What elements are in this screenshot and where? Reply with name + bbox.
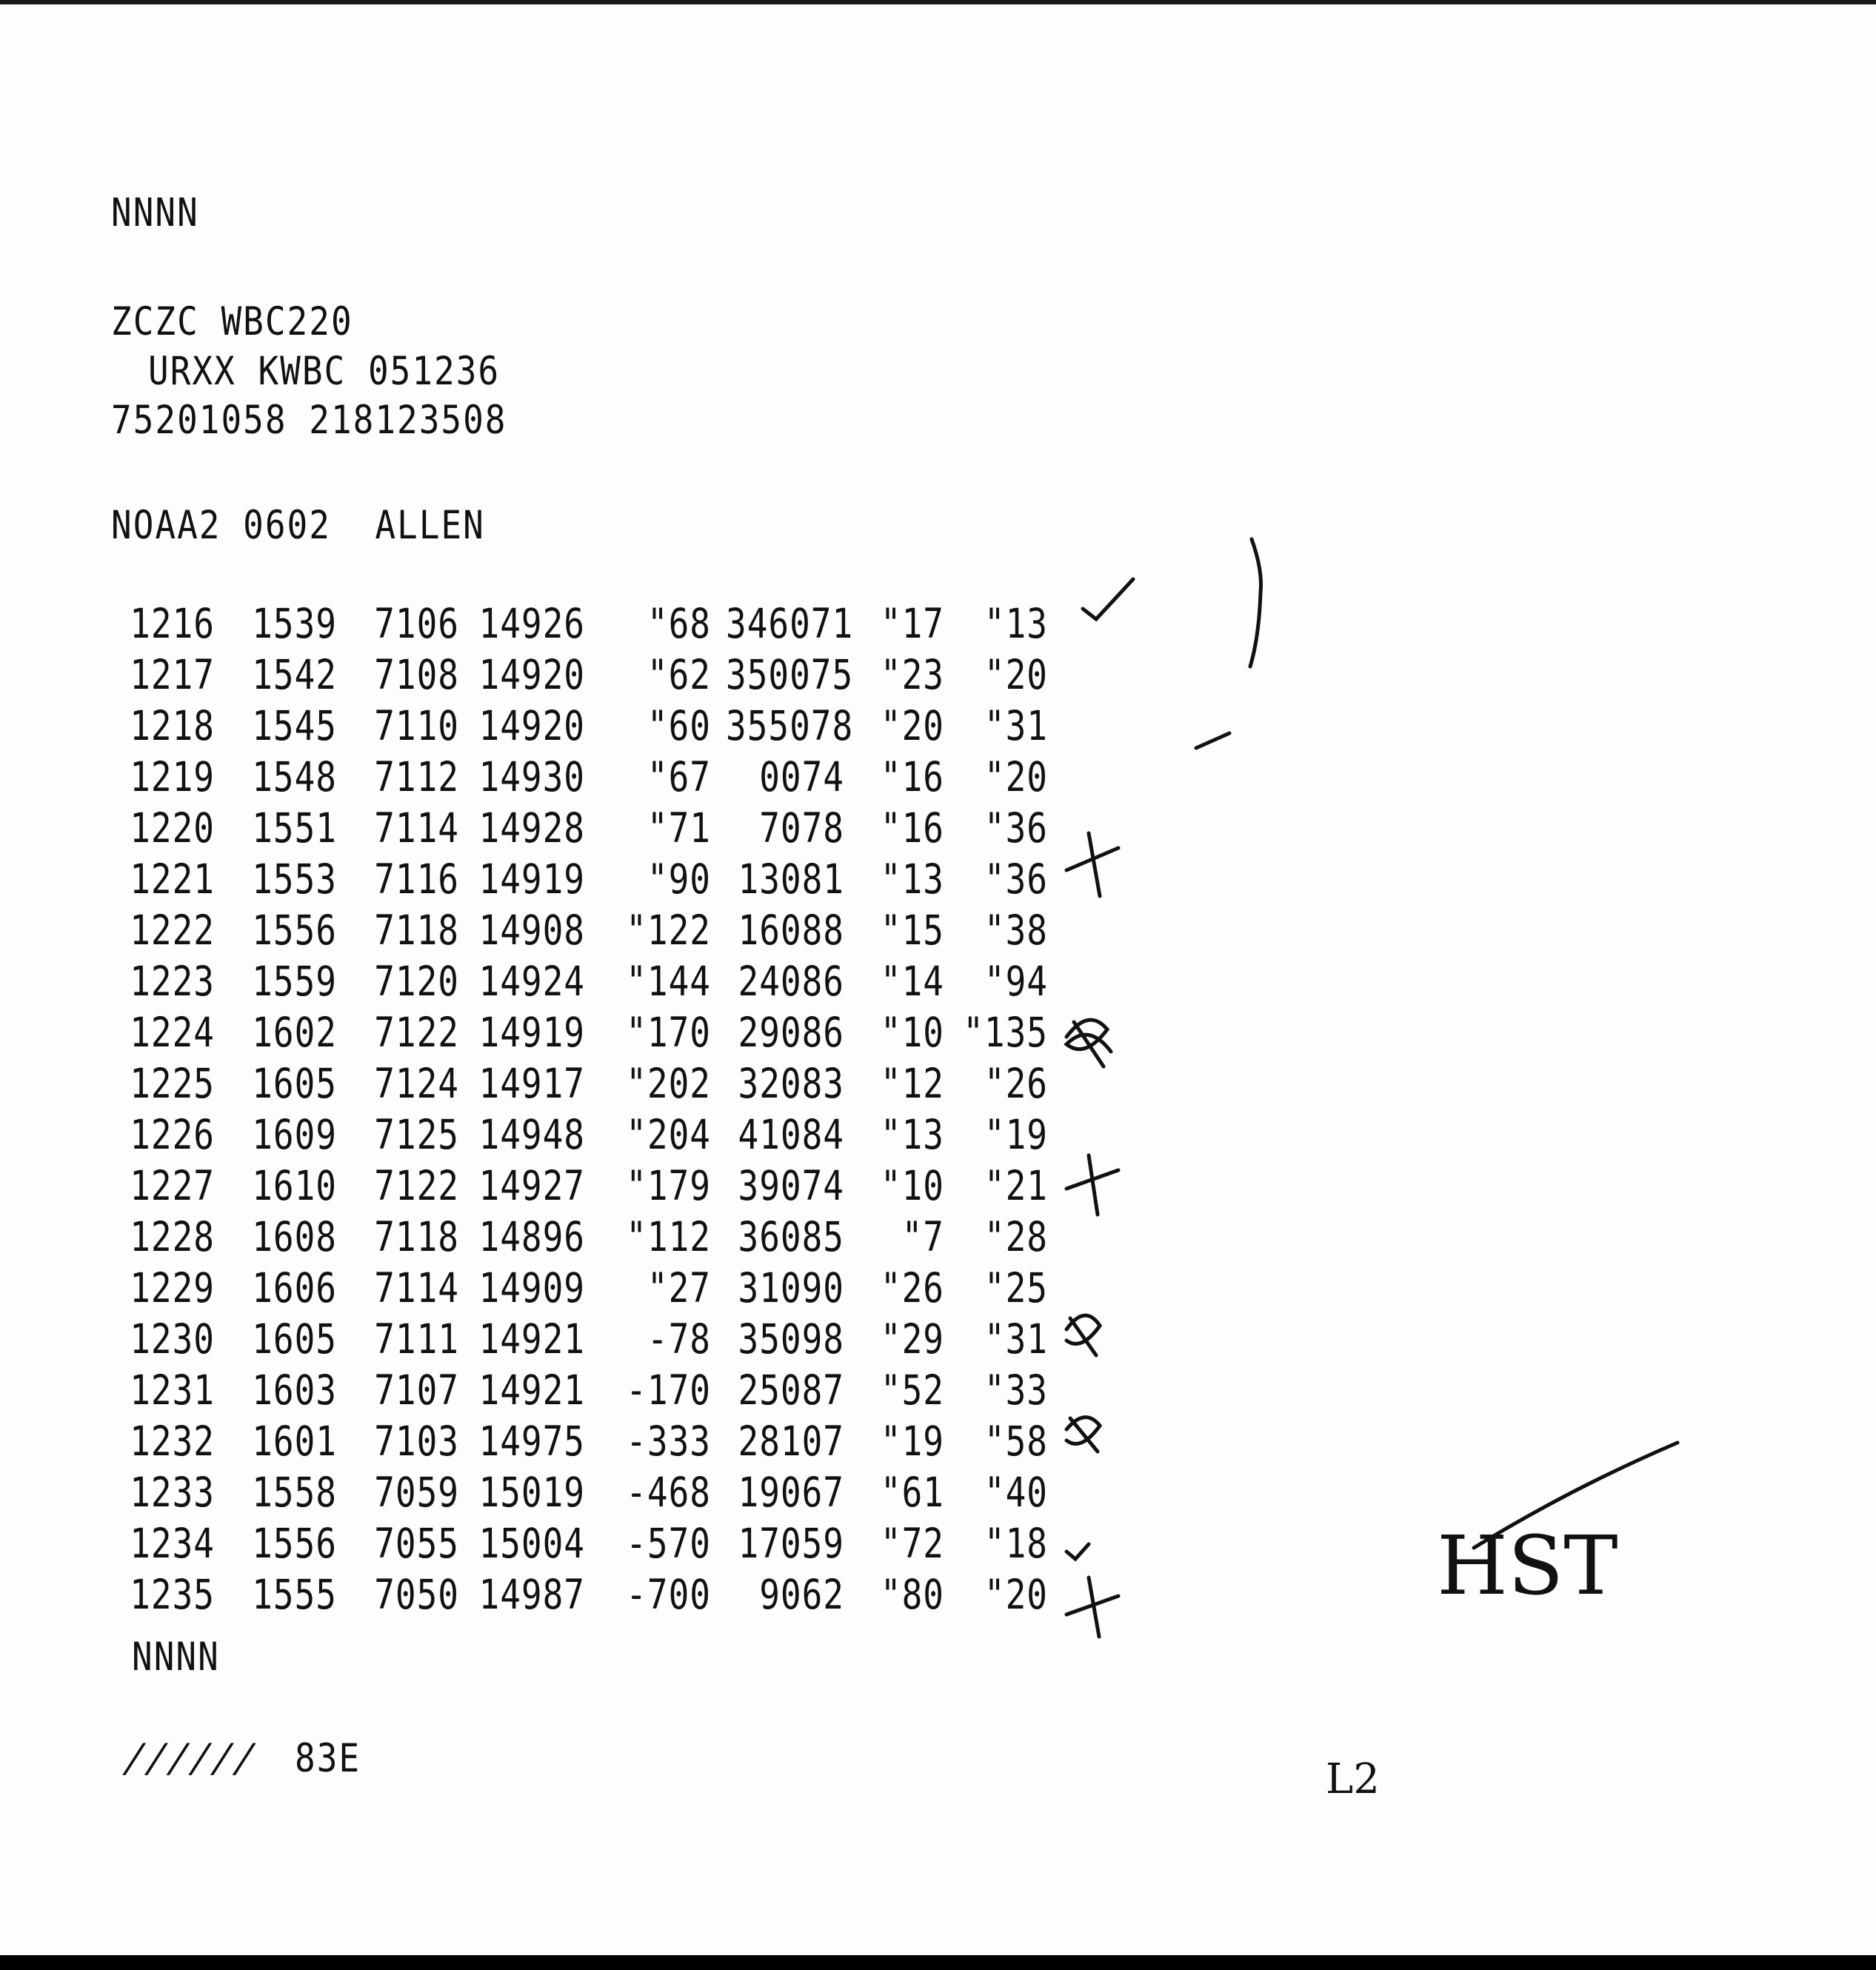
cell-value-g: "58 bbox=[984, 1417, 1048, 1466]
cell-value-c: 14927 bbox=[478, 1161, 585, 1210]
cell-value-g: "31 bbox=[984, 1315, 1048, 1363]
cell-value-c: 14919 bbox=[478, 1008, 585, 1057]
cell-value-b: 7106 bbox=[374, 599, 459, 648]
cell-value-c: 14928 bbox=[478, 804, 585, 852]
cell-value-g: "94 bbox=[984, 957, 1048, 1006]
cell-time: 1221 bbox=[130, 855, 215, 904]
cell-time: 1224 bbox=[130, 1008, 215, 1057]
cell-value-c: 14920 bbox=[478, 650, 585, 699]
cell-value-e: 31090 bbox=[738, 1263, 844, 1312]
cell-value-b: 7103 bbox=[374, 1417, 459, 1466]
cell-value-f: "29 bbox=[880, 1315, 944, 1363]
handwritten-l2: L2 bbox=[1326, 1755, 1380, 1803]
cell-value-b: 7118 bbox=[374, 906, 459, 955]
cell-value-f: "13 bbox=[880, 1110, 944, 1159]
cell-value-f: "7 bbox=[901, 1212, 944, 1261]
cell-value-c: 14924 bbox=[478, 957, 585, 1006]
cell-value-g: "20 bbox=[984, 752, 1048, 801]
dash-stroke-icon bbox=[1196, 733, 1229, 748]
cell-value-f: "80 bbox=[880, 1570, 944, 1619]
cell-value-d: -570 bbox=[626, 1519, 711, 1568]
cell-value-e: 25087 bbox=[738, 1366, 844, 1415]
cell-value-c: 14908 bbox=[478, 906, 585, 955]
cell-value-g: "19 bbox=[984, 1110, 1048, 1159]
cell-value-f: "16 bbox=[880, 804, 944, 852]
cell-value-a: 1542 bbox=[252, 650, 337, 699]
cell-value-f: "15 bbox=[880, 906, 944, 955]
handwritten-hst: HST bbox=[1437, 1518, 1618, 1613]
cell-time: 1217 bbox=[130, 650, 215, 699]
cell-time: 1216 bbox=[130, 599, 215, 648]
cell-value-a: 1605 bbox=[252, 1059, 337, 1108]
cell-value-b: 7055 bbox=[374, 1519, 459, 1568]
header-line-1: ZCZC WBC220 bbox=[111, 298, 353, 344]
header-line-2: URXX KWBC 051236 bbox=[148, 347, 501, 394]
cell-value-d: "170 bbox=[626, 1008, 711, 1057]
cell-time: 1233 bbox=[130, 1468, 215, 1517]
cell-value-e: 350075 bbox=[726, 650, 854, 699]
cell-time: 1218 bbox=[130, 701, 215, 750]
slash-marks: ////// bbox=[119, 1734, 262, 1781]
cell-time: 1223 bbox=[130, 957, 215, 1006]
cell-value-g: "28 bbox=[984, 1212, 1048, 1261]
cell-value-f: "52 bbox=[880, 1366, 944, 1415]
cell-value-b: 7116 bbox=[374, 855, 459, 904]
cell-value-c: 14896 bbox=[478, 1212, 585, 1261]
cell-value-a: 1609 bbox=[252, 1110, 337, 1159]
cell-value-b: 7120 bbox=[374, 957, 459, 1006]
cell-value-b: 7114 bbox=[374, 1263, 459, 1312]
cell-value-d: "27 bbox=[647, 1263, 711, 1312]
cell-value-c: 14920 bbox=[478, 701, 585, 750]
cell-value-c: 14919 bbox=[478, 855, 585, 904]
cell-value-c: 15019 bbox=[478, 1468, 585, 1517]
cell-value-g: "40 bbox=[984, 1468, 1048, 1517]
cell-value-e: 19067 bbox=[738, 1468, 844, 1517]
cell-value-a: 1548 bbox=[252, 752, 337, 801]
cell-value-f: "13 bbox=[880, 855, 944, 904]
cell-value-d: "179 bbox=[626, 1161, 711, 1210]
cell-value-c: 14909 bbox=[478, 1263, 585, 1312]
plus-mark-icon bbox=[1066, 1155, 1118, 1215]
cell-value-a: 1553 bbox=[252, 855, 337, 904]
cell-value-g: "26 bbox=[984, 1059, 1048, 1108]
cell-value-b: 7050 bbox=[374, 1570, 459, 1619]
cell-value-c: 14975 bbox=[478, 1417, 585, 1466]
cell-value-f: "72 bbox=[880, 1519, 944, 1568]
header-line-4: NOAA2 0602 ALLEN bbox=[111, 501, 485, 548]
cell-value-g: "20 bbox=[984, 1570, 1048, 1619]
cell-value-g: "31 bbox=[984, 701, 1048, 750]
cell-value-f: "12 bbox=[880, 1059, 944, 1108]
cell-value-g: "36 bbox=[984, 855, 1048, 904]
scribble-mark-icon bbox=[1066, 1315, 1100, 1355]
cell-value-d: "90 bbox=[647, 855, 711, 904]
cell-time: 1225 bbox=[130, 1059, 215, 1108]
cell-value-e: 35098 bbox=[738, 1315, 844, 1363]
cell-value-a: 1555 bbox=[252, 1570, 337, 1619]
cell-value-g: "36 bbox=[984, 804, 1048, 852]
cell-value-a: 1551 bbox=[252, 804, 337, 852]
cell-value-g: "18 bbox=[984, 1519, 1048, 1568]
cell-value-f: "19 bbox=[880, 1417, 944, 1466]
cell-value-b: 7125 bbox=[374, 1110, 459, 1159]
cell-time: 1227 bbox=[130, 1161, 215, 1210]
cell-value-d: -700 bbox=[626, 1570, 711, 1619]
cell-value-a: 1558 bbox=[252, 1468, 337, 1517]
cell-value-d: -468 bbox=[626, 1468, 711, 1517]
cell-value-c: 14987 bbox=[478, 1570, 585, 1619]
cell-value-d: "144 bbox=[626, 957, 711, 1006]
cell-value-d: "62 bbox=[647, 650, 711, 699]
cell-value-a: 1610 bbox=[252, 1161, 337, 1210]
cell-value-e: 0074 bbox=[759, 752, 844, 801]
cell-value-b: 7111 bbox=[374, 1315, 459, 1363]
plus-mark-icon bbox=[1066, 1577, 1118, 1637]
cell-value-g: "135 bbox=[963, 1008, 1048, 1057]
cell-value-g: "13 bbox=[984, 599, 1048, 648]
cell-value-a: 1539 bbox=[252, 599, 337, 648]
cell-value-d: "112 bbox=[626, 1212, 711, 1261]
cell-value-e: 36085 bbox=[738, 1212, 844, 1261]
cell-time: 1219 bbox=[130, 752, 215, 801]
cell-value-d: "67 bbox=[647, 752, 711, 801]
cell-value-a: 1606 bbox=[252, 1263, 337, 1312]
cell-value-c: 15004 bbox=[478, 1519, 585, 1568]
cell-value-f: "10 bbox=[880, 1008, 944, 1057]
cell-value-e: 7078 bbox=[759, 804, 844, 852]
cell-value-a: 1608 bbox=[252, 1212, 337, 1261]
cell-value-a: 1605 bbox=[252, 1315, 337, 1363]
cell-value-d: "60 bbox=[647, 701, 711, 750]
cell-time: 1232 bbox=[130, 1417, 215, 1466]
cell-value-d: "122 bbox=[626, 906, 711, 955]
cell-value-a: 1559 bbox=[252, 957, 337, 1006]
cell-value-e: 28107 bbox=[738, 1417, 844, 1466]
cell-value-a: 1545 bbox=[252, 701, 337, 750]
cell-value-f: "14 bbox=[880, 957, 944, 1006]
cell-time: 1231 bbox=[130, 1366, 215, 1415]
cell-value-e: 346071 bbox=[726, 599, 854, 648]
cell-value-f: "23 bbox=[880, 650, 944, 699]
check-mark-icon bbox=[1066, 1544, 1089, 1559]
cell-value-c: 14948 bbox=[478, 1110, 585, 1159]
scribble-mark-icon bbox=[1066, 1418, 1100, 1452]
cell-value-e: 29086 bbox=[738, 1008, 844, 1057]
cell-value-f: "20 bbox=[880, 701, 944, 750]
scan-border-bottom bbox=[0, 1955, 1876, 1970]
cell-value-e: 13081 bbox=[738, 855, 844, 904]
cell-value-e: 32083 bbox=[738, 1059, 844, 1108]
cell-value-a: 1601 bbox=[252, 1417, 337, 1466]
cell-value-b: 7107 bbox=[374, 1366, 459, 1415]
cell-value-f: "61 bbox=[880, 1468, 944, 1517]
cell-time: 1234 bbox=[130, 1519, 215, 1568]
cell-value-b: 7114 bbox=[374, 804, 459, 852]
cell-time: 1222 bbox=[130, 906, 215, 955]
cell-value-d: "202 bbox=[626, 1059, 711, 1108]
cell-value-f: "16 bbox=[880, 752, 944, 801]
cell-time: 1229 bbox=[130, 1263, 215, 1312]
cell-value-c: 14921 bbox=[478, 1366, 585, 1415]
cell-time: 1220 bbox=[130, 804, 215, 852]
cell-value-g: "21 bbox=[984, 1161, 1048, 1210]
cell-value-b: 7122 bbox=[374, 1008, 459, 1057]
plus-mark-icon bbox=[1066, 833, 1118, 896]
cell-value-b: 7118 bbox=[374, 1212, 459, 1261]
bracket-stroke-icon bbox=[1250, 539, 1261, 667]
cell-time: 1226 bbox=[130, 1110, 215, 1159]
cell-value-e: 9062 bbox=[759, 1570, 844, 1619]
cell-time: 1228 bbox=[130, 1212, 215, 1261]
cell-value-c: 14921 bbox=[478, 1315, 585, 1363]
cell-value-e: 39074 bbox=[738, 1161, 844, 1210]
cell-value-e: 17059 bbox=[738, 1519, 844, 1568]
check-mark-icon bbox=[1083, 579, 1133, 619]
cell-value-b: 7124 bbox=[374, 1059, 459, 1108]
cell-value-c: 14926 bbox=[478, 599, 585, 648]
cell-value-c: 14930 bbox=[478, 752, 585, 801]
cell-value-b: 7108 bbox=[374, 650, 459, 699]
cell-value-d: "68 bbox=[647, 599, 711, 648]
cell-value-d: -78 bbox=[647, 1315, 711, 1363]
cell-value-a: 1556 bbox=[252, 906, 337, 955]
cell-value-d: -333 bbox=[626, 1417, 711, 1466]
cell-value-f: "26 bbox=[880, 1263, 944, 1312]
cell-value-a: 1603 bbox=[252, 1366, 337, 1415]
cell-value-e: 355078 bbox=[726, 701, 854, 750]
cell-time: 1235 bbox=[130, 1570, 215, 1619]
cell-value-g: "33 bbox=[984, 1366, 1048, 1415]
cell-value-g: "38 bbox=[984, 906, 1048, 955]
cell-value-b: 7110 bbox=[374, 701, 459, 750]
cell-time: 1230 bbox=[130, 1315, 215, 1363]
cell-value-f: "17 bbox=[880, 599, 944, 648]
nnnn-end: NNNN bbox=[132, 1633, 220, 1680]
header-line-3: 75201058 218123508 bbox=[111, 396, 507, 443]
cell-value-g: "20 bbox=[984, 650, 1048, 699]
cell-value-f: "10 bbox=[880, 1161, 944, 1210]
cell-value-e: 24086 bbox=[738, 957, 844, 1006]
cell-value-d: "204 bbox=[626, 1110, 711, 1159]
cell-value-d: -170 bbox=[626, 1366, 711, 1415]
cell-value-g: "25 bbox=[984, 1263, 1048, 1312]
cell-value-a: 1602 bbox=[252, 1008, 337, 1057]
scribble-mark-icon bbox=[1066, 1020, 1111, 1066]
cell-value-b: 7112 bbox=[374, 752, 459, 801]
cell-value-b: 7059 bbox=[374, 1468, 459, 1517]
cell-value-c: 14917 bbox=[478, 1059, 585, 1108]
cell-value-d: "71 bbox=[647, 804, 711, 852]
cell-value-a: 1556 bbox=[252, 1519, 337, 1568]
footer-code: 83E bbox=[295, 1734, 361, 1781]
cell-value-e: 16088 bbox=[738, 906, 844, 955]
nnnn-start: NNNN bbox=[111, 189, 199, 236]
cell-value-e: 41084 bbox=[738, 1110, 844, 1159]
cell-value-b: 7122 bbox=[374, 1161, 459, 1210]
